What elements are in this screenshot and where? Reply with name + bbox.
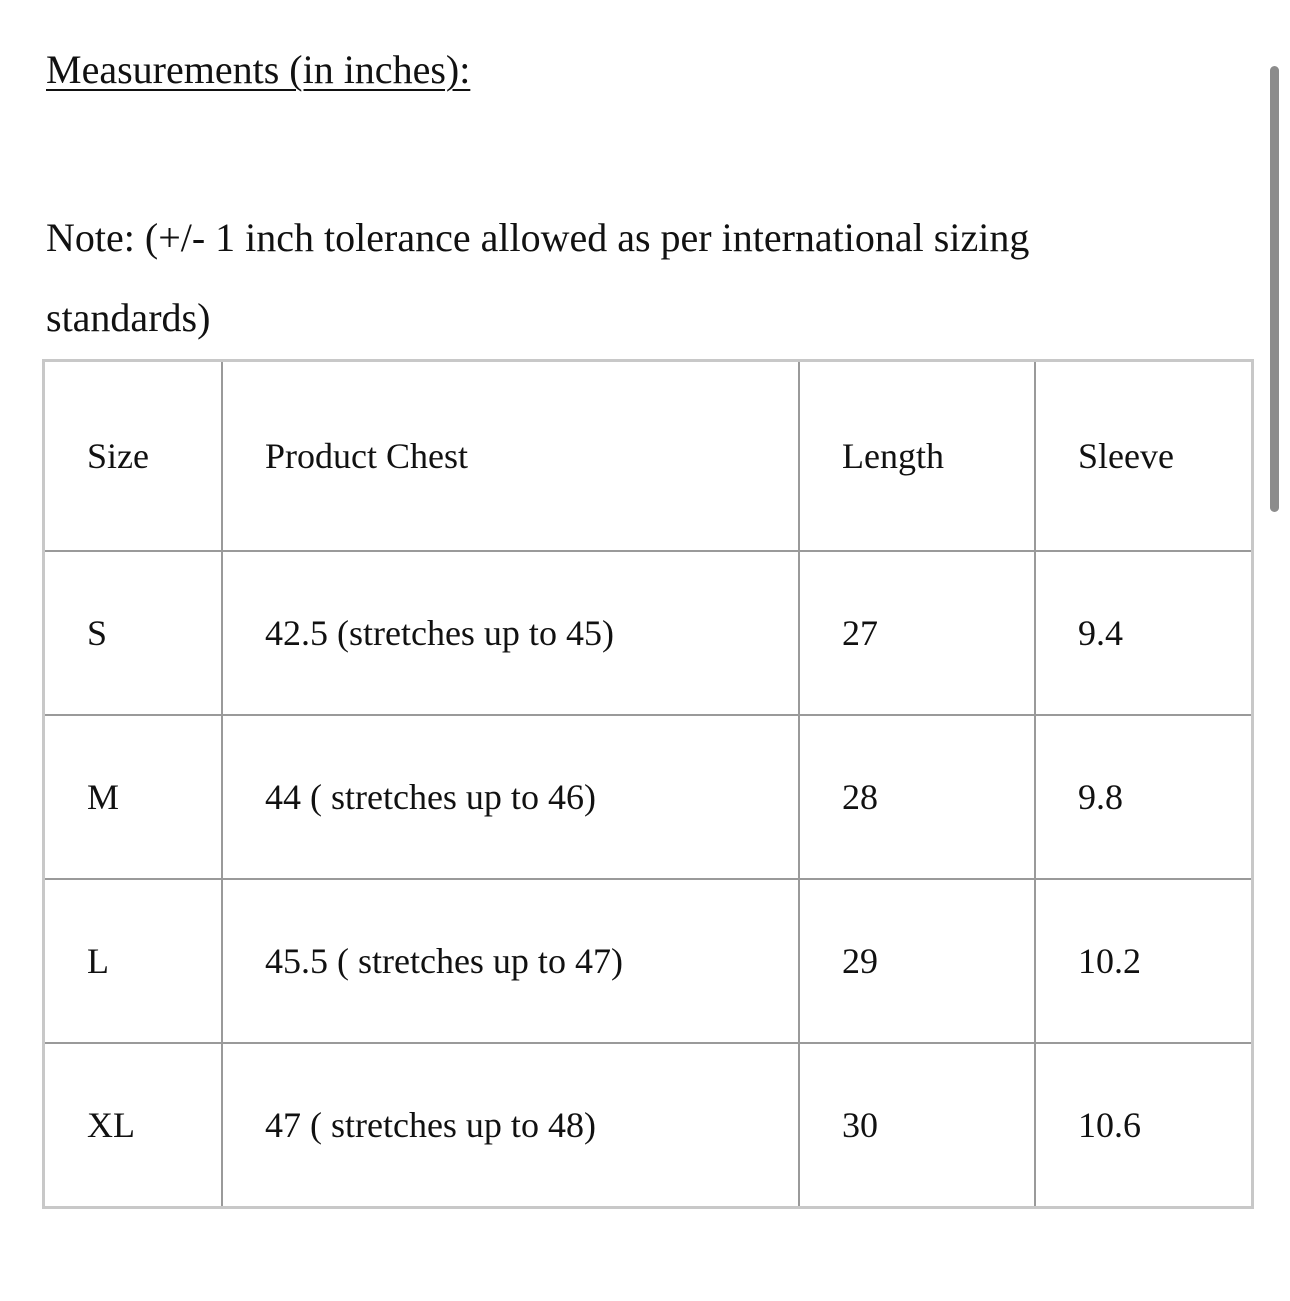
- table-row: [44, 1043, 1253, 1208]
- cell-product-chest: 44 ( stretches up to 46): [222, 715, 799, 879]
- cell-size: S: [44, 551, 223, 715]
- page-title: Measurements (in inches):: [46, 47, 471, 92]
- cell-sleeve: 10.2: [1035, 879, 1253, 1043]
- header-product-chest: Product Chest: [222, 361, 799, 552]
- table-row: [44, 879, 1253, 1043]
- cell-length: 29: [799, 879, 1035, 1043]
- cell-product-chest: 42.5 (stretches up to 45): [222, 551, 799, 715]
- table-header-row: [44, 361, 1253, 552]
- cell-size: XL: [44, 1043, 223, 1208]
- table-row: [44, 551, 1253, 715]
- cell-length: 30: [799, 1043, 1035, 1208]
- table-row: [44, 715, 1253, 879]
- cell-length: 28: [799, 715, 1035, 879]
- tolerance-note: Note: (+/- 1 inch tolerance allowed as per international sizing standards): [46, 215, 1030, 340]
- cell-sleeve: 9.4: [1035, 551, 1253, 715]
- cell-size: M: [44, 715, 223, 879]
- header-size: Size: [44, 361, 223, 552]
- cell-size: L: [44, 879, 223, 1043]
- header-length: Length: [799, 361, 1035, 552]
- size-chart: [42, 359, 1254, 1209]
- cell-product-chest: 45.5 ( stretches up to 47): [222, 879, 799, 1043]
- vertical-scrollbar[interactable]: [1270, 66, 1279, 512]
- cell-sleeve: 9.8: [1035, 715, 1253, 879]
- header-sleeve: Sleeve: [1035, 361, 1253, 552]
- cell-sleeve: 10.6: [1035, 1043, 1253, 1208]
- cell-length: 27: [799, 551, 1035, 715]
- size-chart-table: [42, 359, 1254, 1209]
- cell-product-chest: 47 ( stretches up to 48): [222, 1043, 799, 1208]
